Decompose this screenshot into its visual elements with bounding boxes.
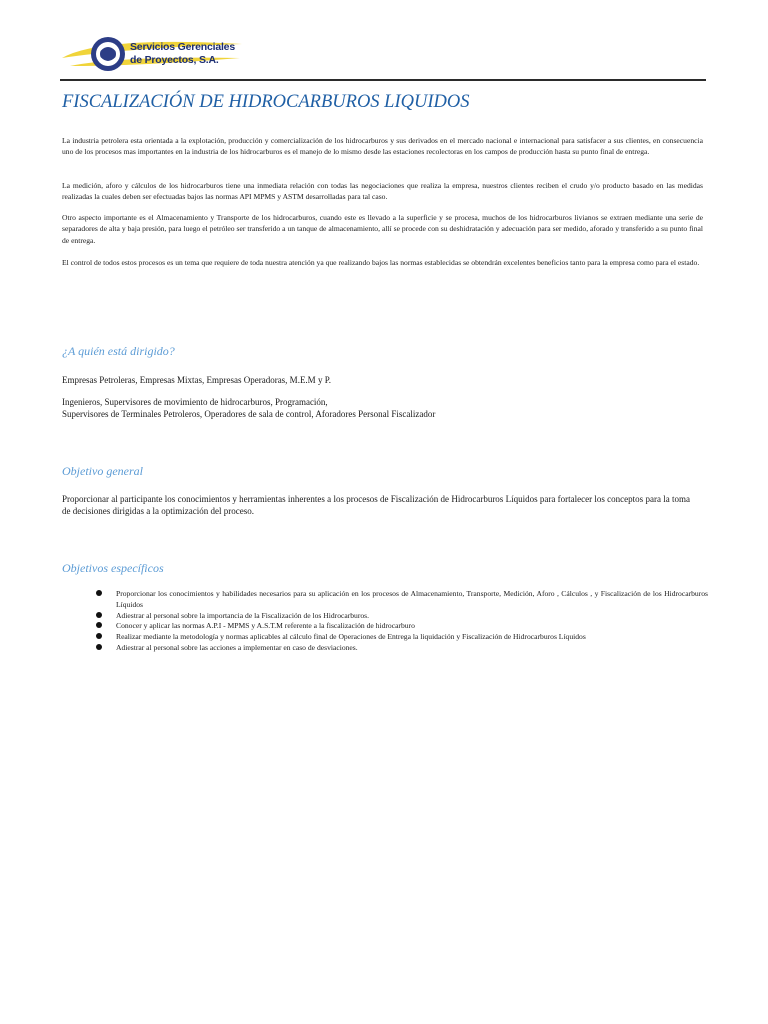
logo-line-2: de Proyectos, S.A. xyxy=(130,54,219,66)
list-item: Adiestrar al personal sobre la importancia de la Fiscalización de los Hidrocarburos. xyxy=(104,611,708,622)
general-objective-heading: Objetivo general xyxy=(62,464,143,478)
logo-text xyxy=(130,41,235,67)
audience-line-1: Empresas Petroleras, Empresas Mixtas, Empresas Operadoras, M.E.M y P. xyxy=(62,375,331,385)
intro-paragraph-2: La medición, aforo y cálculos de los hidrocarburos tiene una inmediata relación con todas las negociaciones que realiza la empresa, nuestros clientes reciben el crudo y/o producto basado en las medidas realizadas la cuales deben ser efectuadas bajos las normas API MPMS y ASTM desarrolladas para tal caso. xyxy=(62,181,703,202)
page-title: FISCALIZACIÓN DE HIDROCARBUROS LIQUIDOS xyxy=(62,92,470,112)
bullet-icon xyxy=(96,612,102,618)
audience-heading: ¿A quién está dirigido? xyxy=(62,344,175,358)
logo-line-1: Servicios Gerenciales xyxy=(130,41,235,53)
specific-objectives-list xyxy=(104,589,708,654)
intro-paragraph-4: El control de todos estos procesos es un tema que requiere de toda nuestra atención ya que realizando bajos las normas establecidas se obtendrán excelentes beneficios tanto para la empresa como para el estado. xyxy=(62,258,700,267)
bullet-icon xyxy=(96,590,102,596)
list-item: Realizar mediante la metodología y normas aplicables al cálculo final de Operaciones de Entrega la liquidación y Fiscalización de Hidrocarburos Líquidos xyxy=(104,632,708,643)
audience-line-3: Supervisores de Terminales Petroleros, Operadores de sala de control, Aforadores Personal Fiscalizador xyxy=(62,409,436,419)
audience-line-2: Ingenieros, Supervisores de movimiento de hidrocarburos, Programación, xyxy=(62,397,328,407)
intro-paragraph-1: La industria petrolera esta orientada a la explotación, producción y comercialización de los hidrocarburos y sus derivados en el mercado nacional e internacional para satisfacer a sus clientes, en consecuencia uno de los procesos mas importantes en la industria de los hidrocarburos es el manejo de lo mismo desde las estaciones recolectoras en los campos de producción hasta su punto final de entrega. xyxy=(62,136,703,157)
intro-paragraph-3: Otro aspecto importante es el Almacenamiento y Transporte de los hidrocarburos, cuando este es llevado a la superficie y se procesa, muchos de los hidrocarburos livianos se extraen mediante una serie de separadores de alta y baja presión, para luego el petróleo ser transferido a un tanque de almacenamiento, allí se procede con su deshidratación y adecuación para ser medido, aforado y transferido a su punto final de entrega. xyxy=(62,213,703,245)
bullet-icon xyxy=(96,622,102,628)
bullet-icon xyxy=(96,633,102,639)
list-item: Proporcionar los conocimientos y habilidades necesarios para su aplicación en los procesos de Almacenamiento, Transporte, Medición, Aforo , Cálculos , y Fiscalización de los Hidrocarburos Líquidos xyxy=(104,589,708,611)
general-objective-text: Proporcionar al participante los conocimientos y herramientas inherentes a los procesos de Fiscalización de Hidrocarburos Líquidos para fortalecer los conceptos para la toma de decisiones dirigidas a la optimización del proceso. xyxy=(62,494,690,516)
list-item: Adiestrar al personal sobre las acciones a implementar en caso de desviaciones. xyxy=(104,643,708,654)
company-logo xyxy=(60,32,250,78)
specific-objectives-heading: Objetivos específicos xyxy=(62,561,164,575)
header-divider xyxy=(60,79,706,81)
bullet-icon xyxy=(96,644,102,650)
list-item: Conocer y aplicar las normas A.P.I - MPMS y A.S.T.M referente a la fiscalización de hidrocarburo xyxy=(104,621,708,632)
